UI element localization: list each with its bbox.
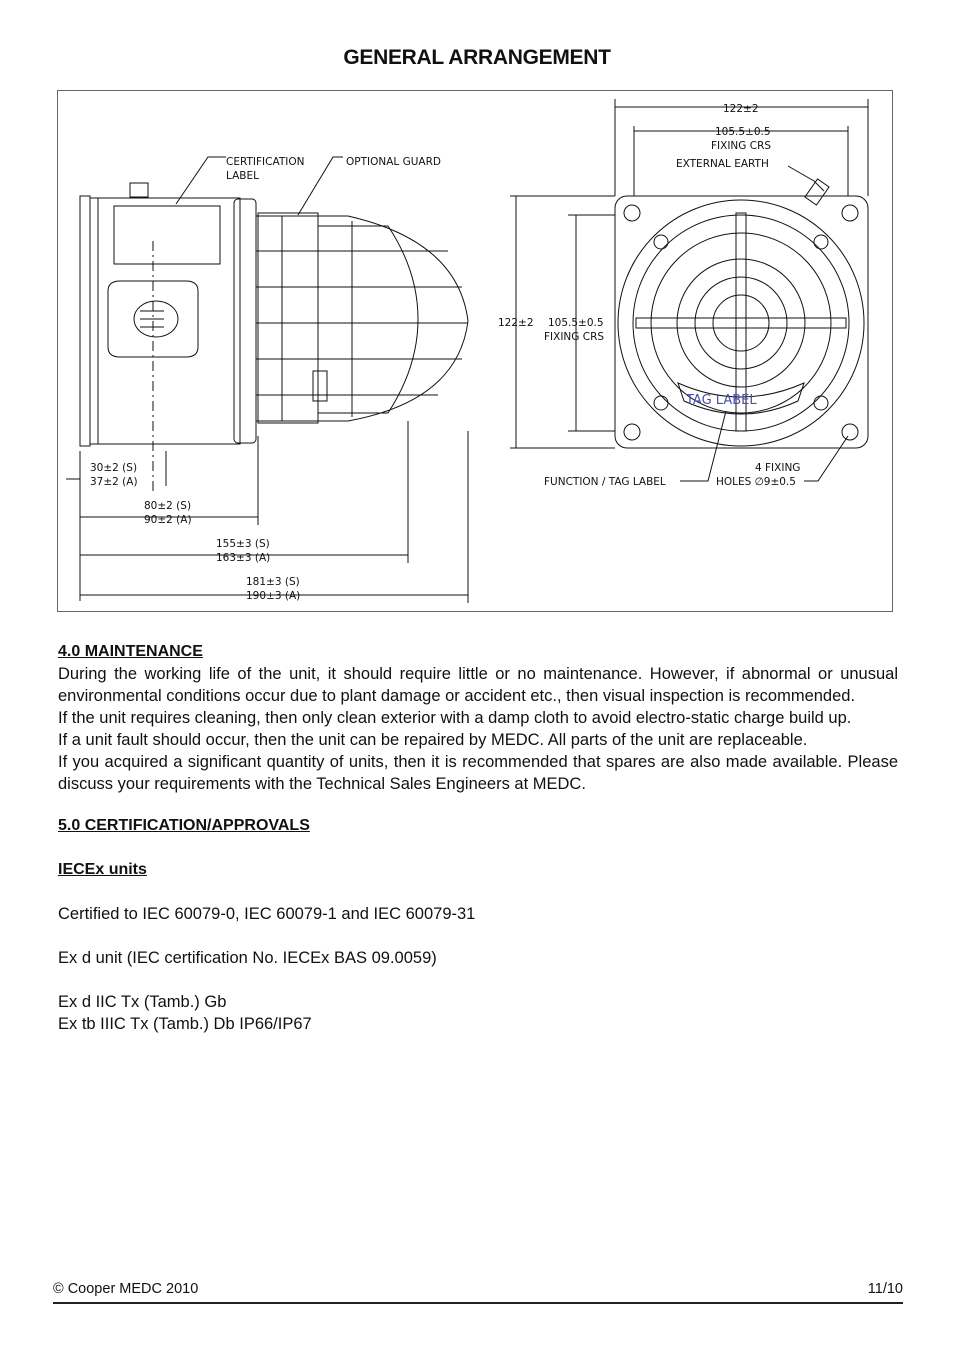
- certification-label-line2: LABEL: [226, 170, 259, 182]
- footer-page-code: 11/10: [867, 1281, 903, 1297]
- certification-label-plate: [114, 206, 220, 264]
- optional-guard-label: OPTIONAL GUARD: [346, 156, 441, 168]
- iecex-subheading: IECEx units: [58, 861, 147, 878]
- front-square-plate: [615, 196, 868, 448]
- certification-heading: 5.0 CERTIFICATION/APPROVALS: [58, 817, 310, 834]
- optional-guard: [256, 216, 468, 421]
- general-arrangement-drawing: [57, 90, 893, 612]
- dim-190-label: 190±3 (A): [246, 590, 301, 602]
- external-earth-label: EXTERNAL EARTH: [676, 158, 769, 170]
- footer-copyright: © Cooper MEDC 2010: [53, 1281, 199, 1297]
- certified-to-text: Certified to IEC 60079-0, IEC 60079-1 and IEC 60079-31: [58, 905, 476, 923]
- exd-unit-text: Ex d unit (IEC certification No. IECEx BAS 09.0059): [58, 949, 437, 967]
- top-fixing-crs-label: FIXING CRS: [711, 140, 772, 152]
- top-fixing-label: 105.5±0.5: [715, 126, 771, 138]
- marking-1-text: Ex d IIC Tx (Tamb.) Gb: [58, 993, 227, 1011]
- footer-rule: [53, 1302, 903, 1304]
- left-height-label: 122±2: [498, 317, 534, 329]
- dim-181-label: 181±3 (S): [246, 576, 300, 588]
- maintenance-paragraph-2: If the unit requires cleaning, then only clean exterior with a damp cloth to avoid electro-static charge build up.: [58, 709, 852, 727]
- dim-30-label: 30±2 (S): [90, 462, 138, 474]
- tag-label-text: TAG LABEL: [686, 393, 757, 408]
- maintenance-paragraph-3: If a unit fault should occur, then the unit can be repaired by MEDC. All parts of the unit are replaceable.: [58, 731, 808, 749]
- dim-80-label: 80±2 (S): [144, 500, 192, 512]
- left-fixing-label: 105.5±0.5: [548, 317, 604, 329]
- unit-body: [90, 198, 240, 444]
- dim-90-label: 90±2 (A): [144, 514, 192, 526]
- body-rear-flange: [234, 199, 256, 443]
- fixing-holes-label-1: 4 FIXING: [755, 462, 801, 474]
- page-title: GENERAL ARRANGEMENT: [343, 46, 611, 69]
- dim-37-label: 37±2 (A): [90, 476, 138, 488]
- guard-bar-horizontal: [636, 318, 846, 328]
- cable-gland: [130, 183, 148, 197]
- drawing-svg: [58, 91, 894, 613]
- maintenance-heading: 4.0 MAINTENANCE: [58, 643, 203, 660]
- lens-housing: [258, 213, 318, 423]
- footer: [53, 1281, 903, 1297]
- marking-2-text: Ex tb IIIC Tx (Tamb.) Db IP66/IP67: [58, 1015, 312, 1033]
- fixing-holes-label-2: HOLES ∅9±0.5: [716, 476, 796, 488]
- flange-front: [80, 196, 90, 446]
- maintenance-paragraph-4: If you acquired a significant quantity of units, then it is recommended that spares are also made available. Please discuss your requirements with the Technical Sales Engineers at MEDC.: [58, 753, 898, 793]
- left-fixing-crs-label: FIXING CRS: [544, 331, 605, 343]
- front-outer-ring: [618, 200, 864, 446]
- dim-155-label: 155±3 (S): [216, 538, 270, 550]
- dim-163-label: 163±3 (A): [216, 552, 271, 564]
- maintenance-paragraph-1: During the working life of the unit, it should require little or no maintenance. However, if abnormal or unusual environmental conditions occur due to plant damage or accident etc., then visual inspection is recommended.: [58, 665, 898, 705]
- certification-section: [58, 815, 898, 1035]
- function-tag-label: FUNCTION / TAG LABEL: [544, 476, 666, 488]
- top-width-label: 122±2: [723, 103, 759, 115]
- maintenance-section: [58, 641, 898, 795]
- lens-dome: [318, 226, 418, 413]
- certification-label-line1: CERTIFICATION: [226, 156, 305, 168]
